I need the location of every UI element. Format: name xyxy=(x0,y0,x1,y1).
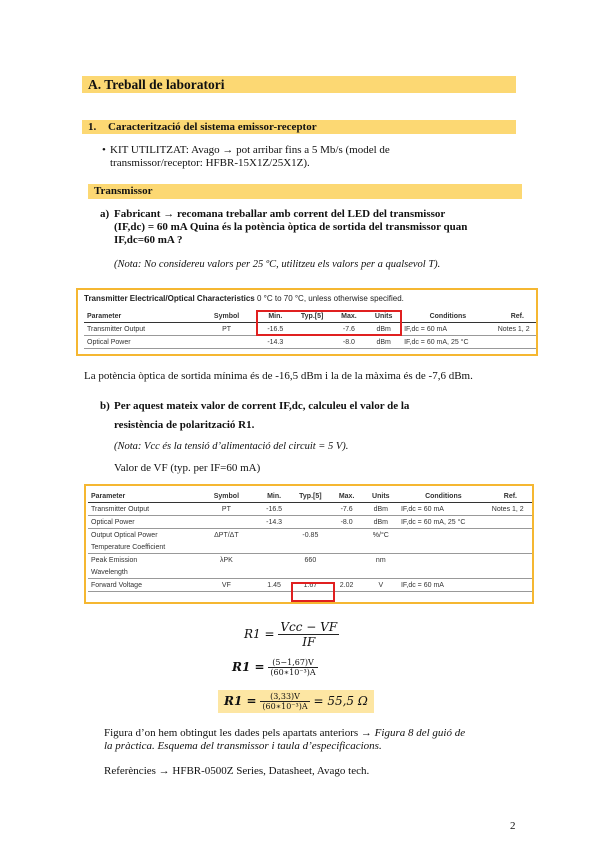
cell xyxy=(364,541,398,554)
table-1-caption-rest: 0 °C to 70 °C, unless otherwise specified. xyxy=(254,294,404,303)
formula-2 xyxy=(232,658,318,677)
th-min: Min. xyxy=(257,490,291,503)
cell: -8.0 xyxy=(330,516,364,529)
cell xyxy=(291,566,329,579)
th-conditions: Conditions xyxy=(401,310,495,323)
cell xyxy=(364,566,398,579)
question-b-line-2: resistència de polarització R1. xyxy=(114,419,255,431)
cell xyxy=(293,336,332,349)
cell xyxy=(489,541,532,554)
cell xyxy=(489,579,532,592)
references: Referències → HFBR-0500Z Series, Datasheet, Avago tech. xyxy=(104,765,370,777)
question-b-line-1: Per aquest mateix valor de corrent IF,dc, calculeu el valor de la xyxy=(114,400,410,412)
formula-3-den: (60∗10⁻³)A xyxy=(262,702,308,711)
th-max: Max. xyxy=(330,490,364,503)
cell xyxy=(330,566,364,579)
table-2-image xyxy=(84,484,534,604)
cell: IF,dc = 60 mA xyxy=(398,579,489,592)
cell: dBm xyxy=(366,323,401,336)
th-conditions: Conditions xyxy=(398,490,489,503)
subsection-title xyxy=(82,120,516,134)
cell xyxy=(195,336,258,349)
vf-label: Valor de VF (typ. per IF=60 mA) xyxy=(114,462,261,474)
table-row xyxy=(84,336,538,349)
formula-1-lhs: R1 = xyxy=(244,627,275,641)
formula-3 xyxy=(218,690,374,713)
th-units: Units xyxy=(364,490,398,503)
cell xyxy=(489,554,532,567)
cell xyxy=(398,566,489,579)
formula-2-lhs: R1 = xyxy=(232,660,265,674)
cell xyxy=(495,336,538,349)
cell xyxy=(330,554,364,567)
cell: 660 xyxy=(304,556,317,564)
cell: Peak Emission xyxy=(91,556,138,564)
cell: dBm xyxy=(364,503,398,516)
cell xyxy=(196,541,257,554)
question-a-line-2: (IF,dc) = 60 mA Quina és la potència òptica de sortida del transmissor quan xyxy=(114,221,468,233)
cell: dBm xyxy=(364,516,398,529)
table-row xyxy=(88,529,532,542)
highlight-box-2 xyxy=(291,582,335,602)
cell: IF,dc = 60 mA, 25 °C xyxy=(401,336,495,349)
cell: IF,dc = 60 mA xyxy=(398,503,489,516)
cell: Temperature Coefficient xyxy=(88,541,196,554)
figure-note-italic-1: Figura 8 del guió de xyxy=(374,727,466,739)
highlight-box-1 xyxy=(256,310,402,336)
th-ref: Ref. xyxy=(495,310,538,323)
cell: 2.02 xyxy=(330,579,364,592)
cell: Forward Voltage xyxy=(88,579,196,592)
cell: λPK xyxy=(219,556,233,564)
table-row xyxy=(88,566,532,579)
cell: -8.0 xyxy=(332,336,367,349)
cell: Wavelength xyxy=(88,566,196,579)
cell xyxy=(489,516,532,529)
cell: dBm xyxy=(366,336,401,349)
kit-line-1: KIT UTILITZAT: Avago → pot arribar fins a 5 Mb/s (model de xyxy=(110,144,390,156)
kit-bullet xyxy=(102,144,440,170)
cell: Transmitter Output xyxy=(84,323,195,336)
table-1-caption xyxy=(84,294,404,303)
question-a-label: a) xyxy=(100,208,110,220)
cell: Transmitter Output xyxy=(88,503,196,516)
cell: IF,dc = 60 mA, 25 °C xyxy=(398,516,489,529)
th-symbol: Symbol xyxy=(196,490,257,503)
answer-a: La potència òptica de sortida mínima és de -16,5 dBm i la de la màxima és de -7,6 dBm. xyxy=(84,370,473,382)
cell: %/°C xyxy=(372,531,389,539)
cell: -16.5 xyxy=(257,503,291,516)
formula-2-den: (60∗10⁻³)A xyxy=(270,668,316,677)
table-row xyxy=(88,503,532,516)
subsection-label: Caracterització del sistema emissor-receptor xyxy=(108,121,317,133)
cell: Optical Power xyxy=(84,336,195,349)
subsection-number: 1. xyxy=(88,121,97,133)
cell xyxy=(291,541,329,554)
cell: -0.85 xyxy=(302,531,319,539)
cell: VF xyxy=(196,579,257,592)
cell: Notes 1, 2 xyxy=(489,503,532,516)
question-a xyxy=(114,208,514,247)
cell xyxy=(489,566,532,579)
cell: PT xyxy=(195,323,258,336)
formula-2-num: (5−1,67)V xyxy=(268,658,317,668)
formula-1-den: IF xyxy=(302,635,316,649)
th-units: Units xyxy=(366,310,401,323)
figure-note-plain: Figura d’on hem obtingut les dades pels apartats anteriors → xyxy=(104,727,375,739)
question-a-note: (Nota: No considereu valors per 25 ºC, utilitzeu els valors per a qualsevol T). xyxy=(114,259,441,270)
table-2 xyxy=(88,490,532,592)
table-row xyxy=(88,541,532,554)
table-1-caption-bold: Transmitter Electrical/Optical Characteristics xyxy=(84,294,255,303)
formula-3-lhs: R1 = xyxy=(224,694,257,708)
cell: PT xyxy=(196,503,257,516)
cell: -7.6 xyxy=(332,323,367,336)
cell: IF,dc = 60 mA xyxy=(401,323,495,336)
formula-3-result: = 55,5 Ω xyxy=(313,694,368,708)
th-parameter: Parameter xyxy=(84,310,195,323)
th-typ: Typ.[5] xyxy=(291,490,329,503)
table-2-header-row xyxy=(88,490,532,503)
cell: -7.6 xyxy=(330,503,364,516)
question-a-line-1: Fabricant → recomana treballar amb corrent del LED del transmissor xyxy=(114,208,446,220)
cell: -14.3 xyxy=(258,336,293,349)
table-1-image xyxy=(76,288,538,356)
cell xyxy=(196,516,257,529)
bullet-icon: • xyxy=(102,144,106,156)
cell: Notes 1, 2 xyxy=(495,323,538,336)
cell: nm xyxy=(375,556,386,564)
formula-1 xyxy=(244,620,339,649)
cell: Optical Power xyxy=(88,516,196,529)
th-ref: Ref. xyxy=(489,490,532,503)
cell xyxy=(330,529,364,542)
transmissor-title: Transmissor xyxy=(88,184,522,199)
th-min: Min. xyxy=(258,310,293,323)
formula-3-fraction xyxy=(260,692,309,711)
question-a-line-3: IF,dc=60 mA ? xyxy=(114,234,183,246)
th-typ: Typ.[5] xyxy=(293,310,332,323)
cell: 1.67 xyxy=(291,579,329,592)
formula-3-num: (3,33)V xyxy=(260,692,309,702)
th-max: Max. xyxy=(332,310,367,323)
cell: -16.5 xyxy=(258,323,293,336)
kit-line-2: transmissor/receptor: HFBR-15X1Z/25X1Z). xyxy=(110,157,310,169)
question-b-label: b) xyxy=(100,400,110,412)
cell: ΔPT/ΔT xyxy=(214,531,239,539)
section-title: A. Treball de laboratori xyxy=(82,76,516,93)
cell xyxy=(257,554,291,567)
formula-1-num: Vcc − VF xyxy=(280,620,338,634)
page-number: 2 xyxy=(510,820,516,832)
cell: V xyxy=(364,579,398,592)
cell: Output Optical Power xyxy=(91,531,158,539)
cell xyxy=(291,503,329,516)
cell xyxy=(489,529,532,542)
cell xyxy=(330,541,364,554)
cell xyxy=(398,541,489,554)
cell xyxy=(257,529,291,542)
th-symbol: Symbol xyxy=(195,310,258,323)
cell: 1.45 xyxy=(257,579,291,592)
cell: -14.3 xyxy=(257,516,291,529)
cell xyxy=(398,554,489,567)
cell xyxy=(291,516,329,529)
cell xyxy=(196,566,257,579)
formula-1-fraction xyxy=(278,620,339,649)
th-parameter: Parameter xyxy=(88,490,196,503)
formula-2-fraction xyxy=(268,658,317,677)
question-b-note: (Nota: Vcc és la tensió d’alimentació del circuit = 5 V). xyxy=(114,441,349,452)
figure-note-italic-2: la pràctica. Esquema del transmissor i taula d’especificacions. xyxy=(104,740,382,752)
cell xyxy=(257,566,291,579)
table-row xyxy=(88,554,532,567)
cell xyxy=(398,529,489,542)
table-row xyxy=(88,516,532,529)
question-b xyxy=(114,400,514,432)
figure-note xyxy=(104,727,524,753)
cell xyxy=(257,541,291,554)
